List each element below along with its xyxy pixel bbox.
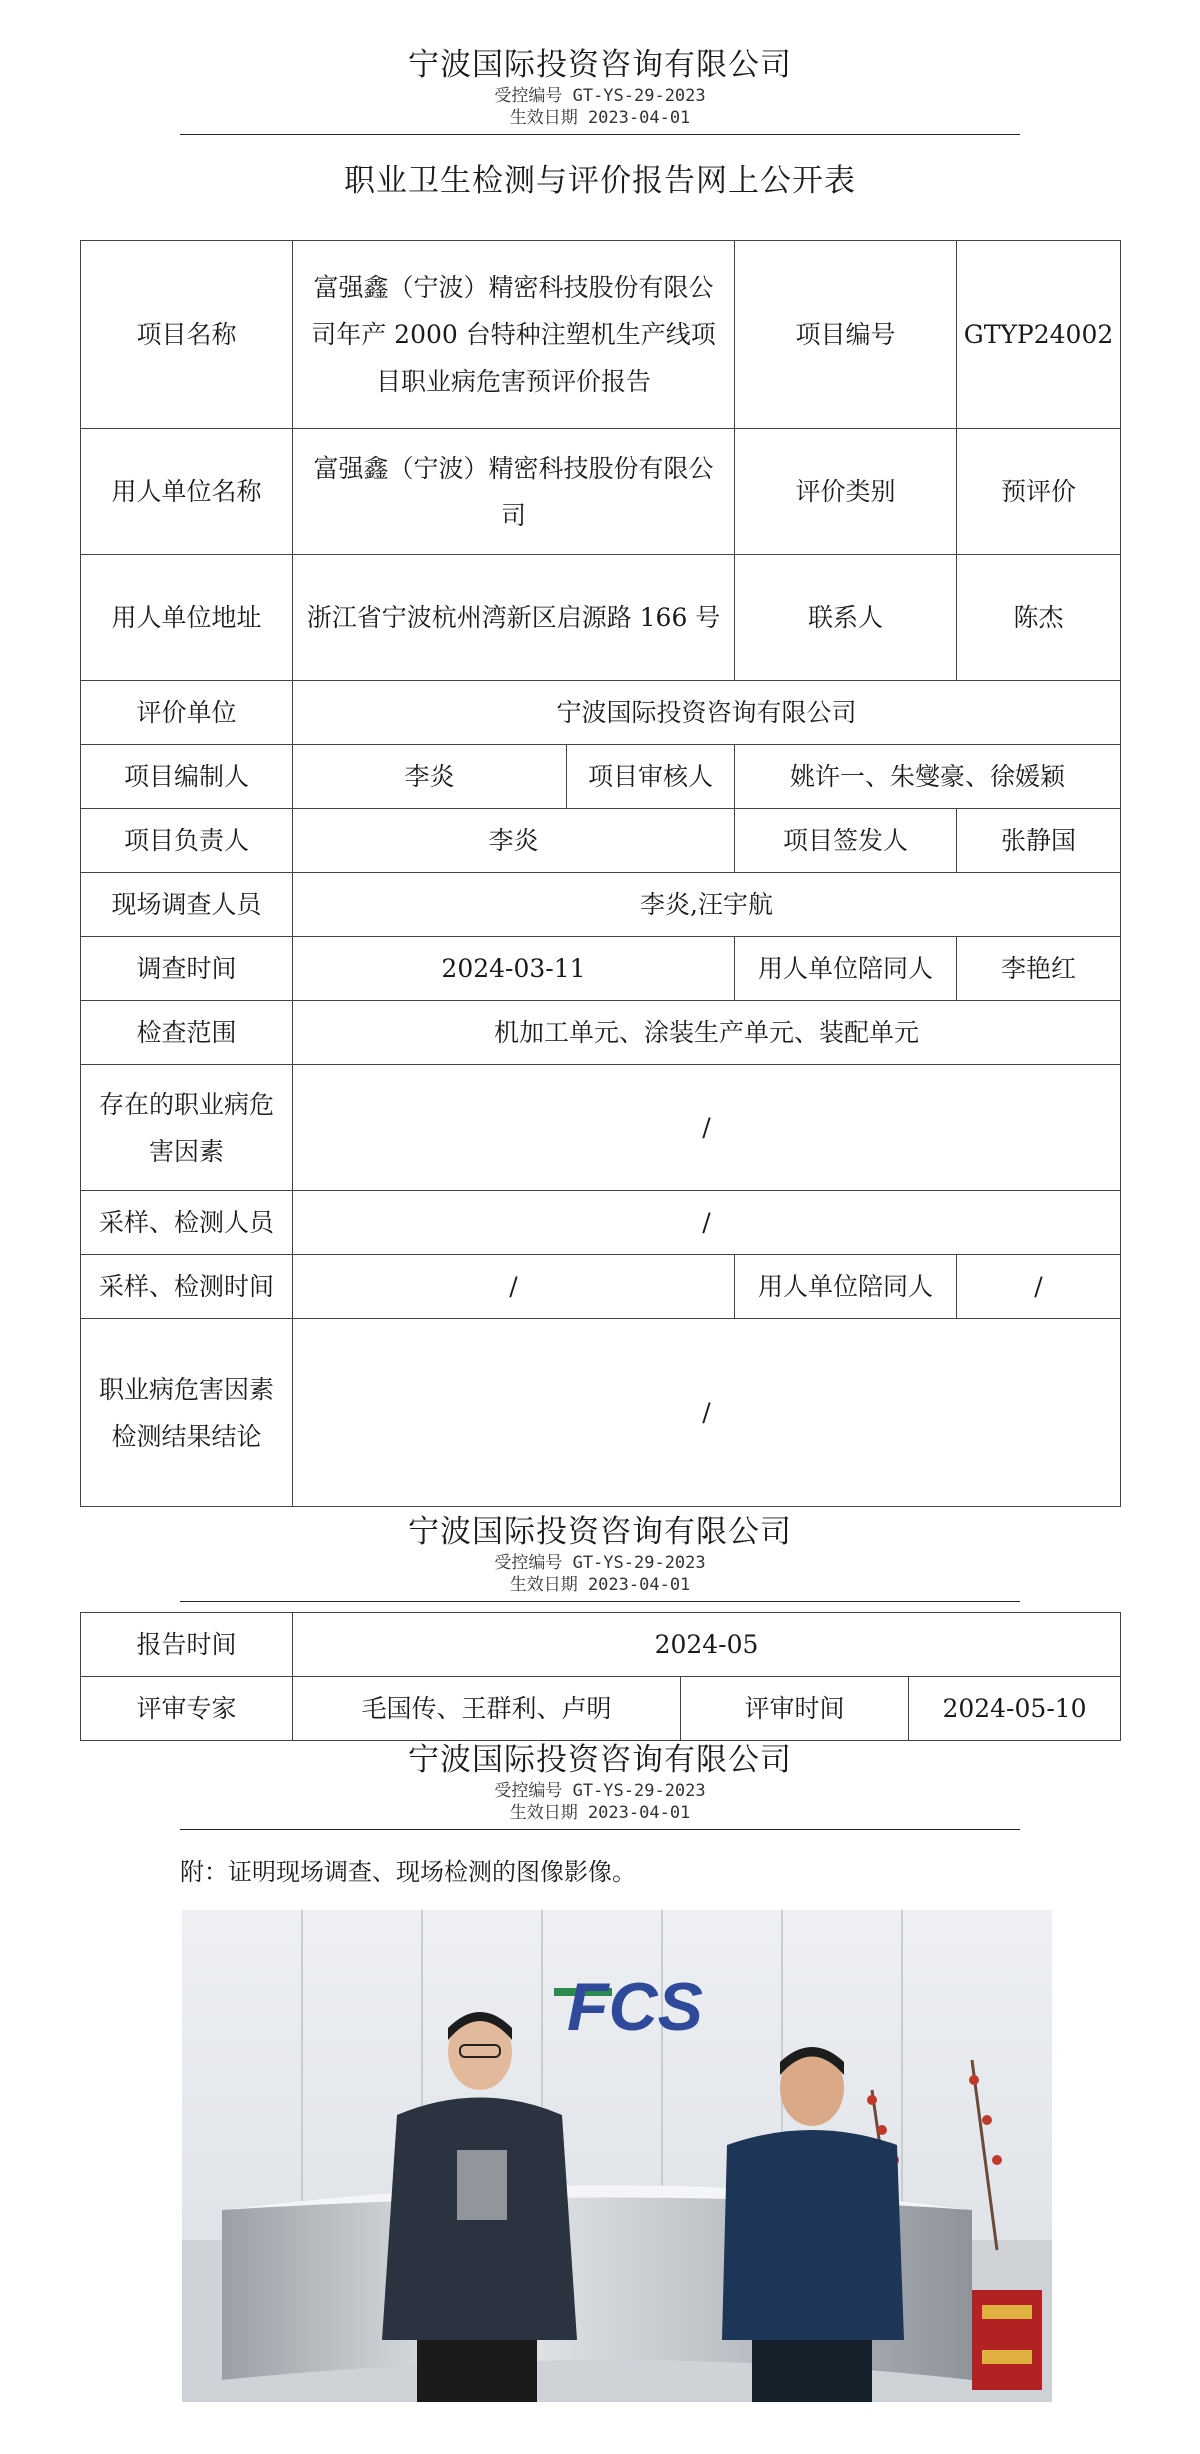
header-divider <box>180 134 1020 135</box>
leader-value: 李炎 <box>293 809 735 873</box>
companion-value: 李艳红 <box>957 937 1121 1001</box>
samplers-value: / <box>293 1191 1121 1255</box>
contact-value: 陈杰 <box>957 555 1121 681</box>
table-row <box>81 429 1121 555</box>
experts-value: 毛国传、王群利、卢明 <box>293 1677 681 1741</box>
table-row <box>81 873 1121 937</box>
scope-value: 机加工单元、涂装生产单元、装配单元 <box>293 1001 1121 1065</box>
evaluator-value: 宁波国际投资咨询有限公司 <box>293 681 1121 745</box>
header-divider <box>180 1601 1020 1602</box>
effective-date: 生效日期 2023-04-01 <box>509 1803 691 1823</box>
review-time-label: 评审时间 <box>681 1677 909 1741</box>
table-row <box>81 1001 1121 1065</box>
hazards-value: / <box>293 1065 1121 1191</box>
surveyors-label: 现场调查人员 <box>81 873 293 937</box>
table-row <box>81 809 1121 873</box>
reviewer-value: 姚许一、朱燮豪、徐媛颖 <box>735 745 1121 809</box>
control-number: 受控编号 GT-YS-29-2023 <box>494 1781 706 1801</box>
table-row <box>81 241 1121 429</box>
control-number: 受控编号 GT-YS-29-2023 <box>494 1553 706 1573</box>
table-row <box>81 1613 1121 1677</box>
table-row <box>81 1255 1121 1319</box>
issuer-label: 项目签发人 <box>735 809 957 873</box>
conclusion-label: 职业病危害因素检测结果结论 <box>81 1319 293 1507</box>
page-header <box>180 45 1020 129</box>
effective-date: 生效日期 2023-04-01 <box>509 108 691 128</box>
project-no-label: 项目编号 <box>735 241 957 429</box>
companion-label: 用人单位陪同人 <box>735 937 957 1001</box>
table-row <box>81 1677 1121 1741</box>
fcs-logo <box>554 1969 703 2045</box>
company-name: 宁波国际投资咨询有限公司 <box>408 47 792 83</box>
scope-label: 检查范围 <box>81 1001 293 1065</box>
site-photo <box>182 1910 1052 2402</box>
header-divider <box>180 1829 1020 1830</box>
review-time-value: 2024-05-10 <box>909 1677 1121 1741</box>
employer-label: 用人单位名称 <box>81 429 293 555</box>
attachment-note: 附：证明现场调查、现场检测的图像影像。 <box>180 1858 636 1886</box>
sampling-time-value: / <box>293 1255 735 1319</box>
company-name: 宁波国际投资咨询有限公司 <box>408 1514 792 1550</box>
table-row <box>81 745 1121 809</box>
survey-time-value: 2024-03-11 <box>293 937 735 1001</box>
report-time-value: 2024-05 <box>293 1613 1121 1677</box>
issuer-value: 张静国 <box>957 809 1121 873</box>
compiler-value: 李炎 <box>293 745 567 809</box>
company-name: 宁波国际投资咨询有限公司 <box>408 1742 792 1778</box>
surveyors-value: 李炎,汪宇航 <box>293 873 1121 937</box>
address-label: 用人单位地址 <box>81 555 293 681</box>
disclosure-table <box>80 240 1121 1507</box>
address-value: 浙江省宁波杭州湾新区启源路 166 号 <box>293 555 735 681</box>
hazards-label: 存在的职业病危害因素 <box>81 1065 293 1191</box>
effective-date: 生效日期 2023-04-01 <box>509 1575 691 1595</box>
samplers-label: 采样、检测人员 <box>81 1191 293 1255</box>
compiler-label: 项目编制人 <box>81 745 293 809</box>
review-table <box>80 1612 1121 1741</box>
table-row <box>81 1191 1121 1255</box>
project-no-value: GTYP24002 <box>957 241 1121 429</box>
contact-label: 联系人 <box>735 555 957 681</box>
table-row <box>81 1065 1121 1191</box>
experts-label: 评审专家 <box>81 1677 293 1741</box>
conclusion-value: / <box>293 1319 1121 1507</box>
page-header <box>180 1512 1020 1596</box>
project-name-value: 富强鑫（宁波）精密科技股份有限公司年产 2000 台特种注塑机生产线项目职业病危害预评价报告 <box>293 241 735 429</box>
table-row <box>81 555 1121 681</box>
survey-time-label: 调查时间 <box>81 937 293 1001</box>
leader-label: 项目负责人 <box>81 809 293 873</box>
table-row <box>81 1319 1121 1507</box>
table-row <box>81 937 1121 1001</box>
project-name-label: 项目名称 <box>81 241 293 429</box>
eval-type-label: 评价类别 <box>735 429 957 555</box>
eval-type-value: 预评价 <box>957 429 1121 555</box>
employer-value: 富强鑫（宁波）精密科技股份有限公司 <box>293 429 735 555</box>
sampling-time-label: 采样、检测时间 <box>81 1255 293 1319</box>
report-time-label: 报告时间 <box>81 1613 293 1677</box>
evaluator-label: 评价单位 <box>81 681 293 745</box>
site-photo-illustration <box>182 1910 1052 2402</box>
document-title: 职业卫生检测与评价报告网上公开表 <box>344 163 856 199</box>
page-header <box>180 1740 1020 1824</box>
table-row <box>81 681 1121 745</box>
control-number: 受控编号 GT-YS-29-2023 <box>494 86 706 106</box>
companion2-label: 用人单位陪同人 <box>735 1255 957 1319</box>
logo-text: FCS <box>567 1969 703 2045</box>
reviewer-label: 项目审核人 <box>567 745 735 809</box>
companion2-value: / <box>957 1255 1121 1319</box>
